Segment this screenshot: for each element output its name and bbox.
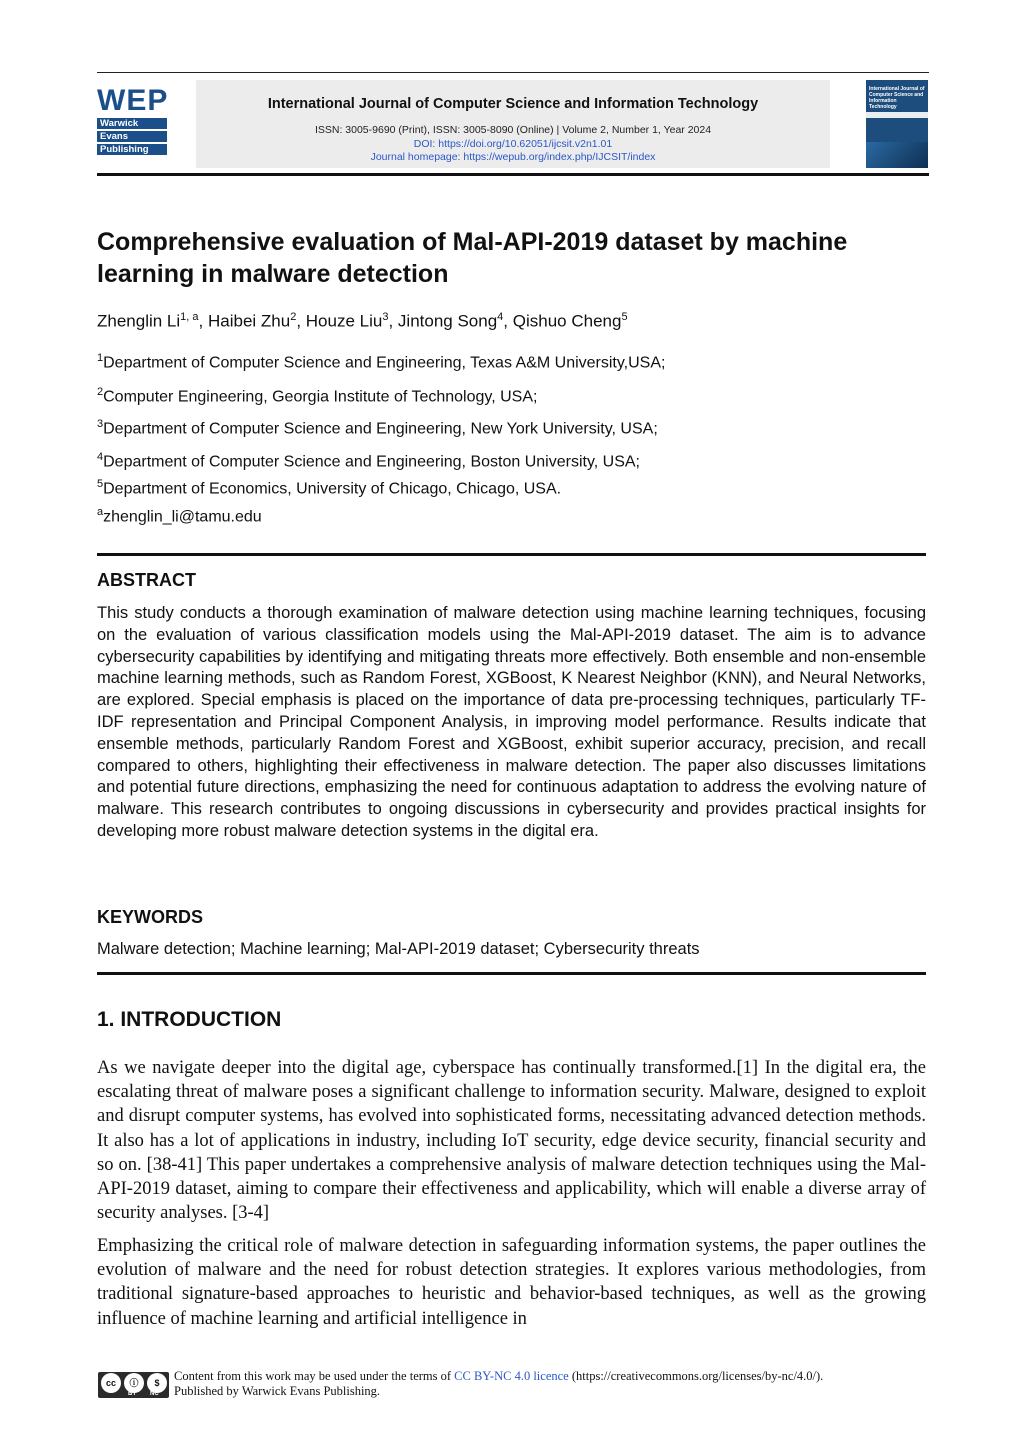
intro-paragraph-2: Emphasizing the critical role of malware detection in safeguarding information systems, the paper outlines the evolution of malware and the need for robust detection strategies. It explores various methodologies, from traditional signature-based approaches to heuristic and behavior-based techniques, as well as the growing influence of machine learning and artificial intelligence in [97, 1236, 926, 1329]
affiliation-4 [97, 451, 640, 471]
keywords-text: Malware detection; Machine learning; Mal-API-2019 dataset; Cybersecurity threats [97, 940, 700, 958]
affiliation-sup: 5 [97, 478, 104, 490]
affiliation-text: Computer Engineering, Georgia Institute of Technology, USA; [103, 388, 538, 406]
affiliation-sup: 4 [97, 451, 104, 463]
author-sup: 5 [621, 311, 628, 323]
author-name: Qishuo Cheng [512, 311, 622, 331]
author-sep: , [296, 311, 306, 331]
paper-title: Comprehensive evaluation of Mal-API-2019 dataset by machine learning in malware detection [97, 228, 848, 288]
by-icon: ⓘ [124, 1373, 144, 1393]
logo-line-3: Publishing [97, 144, 167, 155]
keywords-bottom-rule [97, 972, 926, 975]
author-sep: , [503, 311, 513, 331]
abstract-heading: ABSTRACT [97, 570, 196, 590]
author-sup: 4 [497, 311, 504, 323]
nc-icon: $ [147, 1373, 167, 1393]
logo-line-1: Warwick [97, 118, 167, 129]
cc-license-badge[interactable] [98, 1372, 169, 1398]
affiliation-text: Department of Computer Science and Engineering, Boston University, USA; [103, 453, 640, 471]
author-sup: 3 [382, 311, 389, 323]
keywords-heading: KEYWORDS [97, 907, 204, 927]
header-bottom-rule [97, 173, 929, 176]
author-name: Jintong Song [397, 311, 498, 331]
journal-title: International Journal of Computer Science and Information Technology [267, 96, 759, 112]
author-name: Haibei Zhu [207, 311, 291, 331]
author-list [97, 311, 628, 332]
license-link[interactable]: CC BY-NC 4.0 licence [454, 1369, 569, 1383]
affiliation-text: Department of Computer Science and Engineering, Texas A&M University,USA; [103, 354, 666, 372]
publisher-logo [97, 86, 169, 155]
affiliation-sup: a [97, 506, 104, 518]
journal-cover-thumbnail [866, 80, 928, 168]
footer-line1-prefix: Content from this work may be used under the terms of [174, 1369, 455, 1383]
cover-band [866, 112, 928, 118]
affiliation-2 [97, 386, 537, 406]
author-sup: 1, a [180, 311, 199, 323]
affiliation-sup: 3 [97, 418, 104, 430]
affiliation-sup: 2 [97, 386, 104, 398]
cover-image [866, 142, 928, 168]
header-top-rule [97, 72, 929, 73]
journal-issn: ISSN: 3005-9690 (Print), ISSN: 3005-8090 (Online) | Volume 2, Number 1, Year 2024 [314, 124, 712, 136]
affiliation-text: Department of Economics, University of Chicago, Chicago, USA. [103, 480, 562, 498]
footer-line1-suffix: (https://creativecommons.org/licenses/by-nc/4.0/). [568, 1369, 824, 1383]
affiliation-3 [97, 418, 658, 438]
affiliation-5 [97, 478, 561, 498]
logo-line-2: Evans [97, 131, 167, 142]
introduction-heading: 1. INTRODUCTION [97, 1008, 282, 1031]
journal-homepage-link[interactable]: Journal homepage: https://wepub.org/index.php/IJCSIT/index [370, 151, 656, 163]
email-text: zhenglin_li@tamu.edu [103, 508, 262, 526]
cover-title: International Journal of Computer Science and Information Technology [869, 86, 925, 110]
by-label: BY [128, 1391, 137, 1397]
intro-paragraph-1: As we navigate deeper into the digital age, cyberspace has continually transformed.[1] In the digital era, the escalating threat of malware poses a significant challenge to information security. Malware, designed to exploit and disrupt computer systems, has evolved into sophisticated forms, necessitating advanced detection methods. It also has a lot of applications in industry, including IoT security, edge device security, financial security and so on. [38-41] This paper undertakes a comprehensive analysis of malware detection techniques using the Mal-API-2019 dataset, aiming to compare their effectiveness and applicability, which will enable a diverse array of security analyses. [3-4] [97, 1058, 926, 1224]
author-sep: , [388, 311, 398, 331]
nc-label: NC [150, 1391, 159, 1397]
journal-doi-link[interactable]: DOI: https://doi.org/10.62051/ijcsit.v2n1.01 [413, 138, 613, 150]
cc-icon: cc [101, 1373, 121, 1393]
corresponding-email[interactable] [97, 506, 262, 526]
footer-publisher: Published by Warwick Evans Publishing. [174, 1384, 381, 1398]
author-name: Zhenglin Li [97, 311, 181, 331]
author-name: Houze Liu [305, 311, 383, 331]
author-sup: 2 [290, 311, 297, 323]
abstract-top-rule [97, 553, 926, 556]
footer-license-text [174, 1369, 934, 1399]
affiliation-1 [97, 352, 665, 372]
affiliation-text: Department of Computer Science and Engineering, New York University, USA; [103, 420, 658, 438]
abstract-text: This study conducts a thorough examination of malware detection using machine learning techniques, focusing on the evaluation of various classification models using the Mal-API-2019 dataset. The aim is to advance cybersecurity capabilities by identifying and mitigating threats more effectively. Both ensemble and non-ensemble machine learning methods, such as Random Forest, XGBoost, K Nearest Neighbor (KNN), and Neural Networks, are explored. Special emphasis is placed on the importance of data pre-processing techniques, particularly TF-IDF representation and Principal Component Analysis, in improving model performance. Results indicate that ensemble methods, particularly Random Forest and XGBoost, exhibit superior accuracy, precision, and recall compared to others, highlighting their effectiveness in malware detection. The paper also discusses limitations and potential future directions, emphasizing the need for continuous adaptation to address the evolving nature of malware. This research contributes to ongoing discussions in cybersecurity and provides practical insights for developing more robust malware detection systems in the digital era. [97, 604, 926, 840]
logo-wordmark: WEP [97, 84, 169, 117]
author-sep: , [198, 311, 208, 331]
affiliation-sup: 1 [97, 352, 104, 364]
